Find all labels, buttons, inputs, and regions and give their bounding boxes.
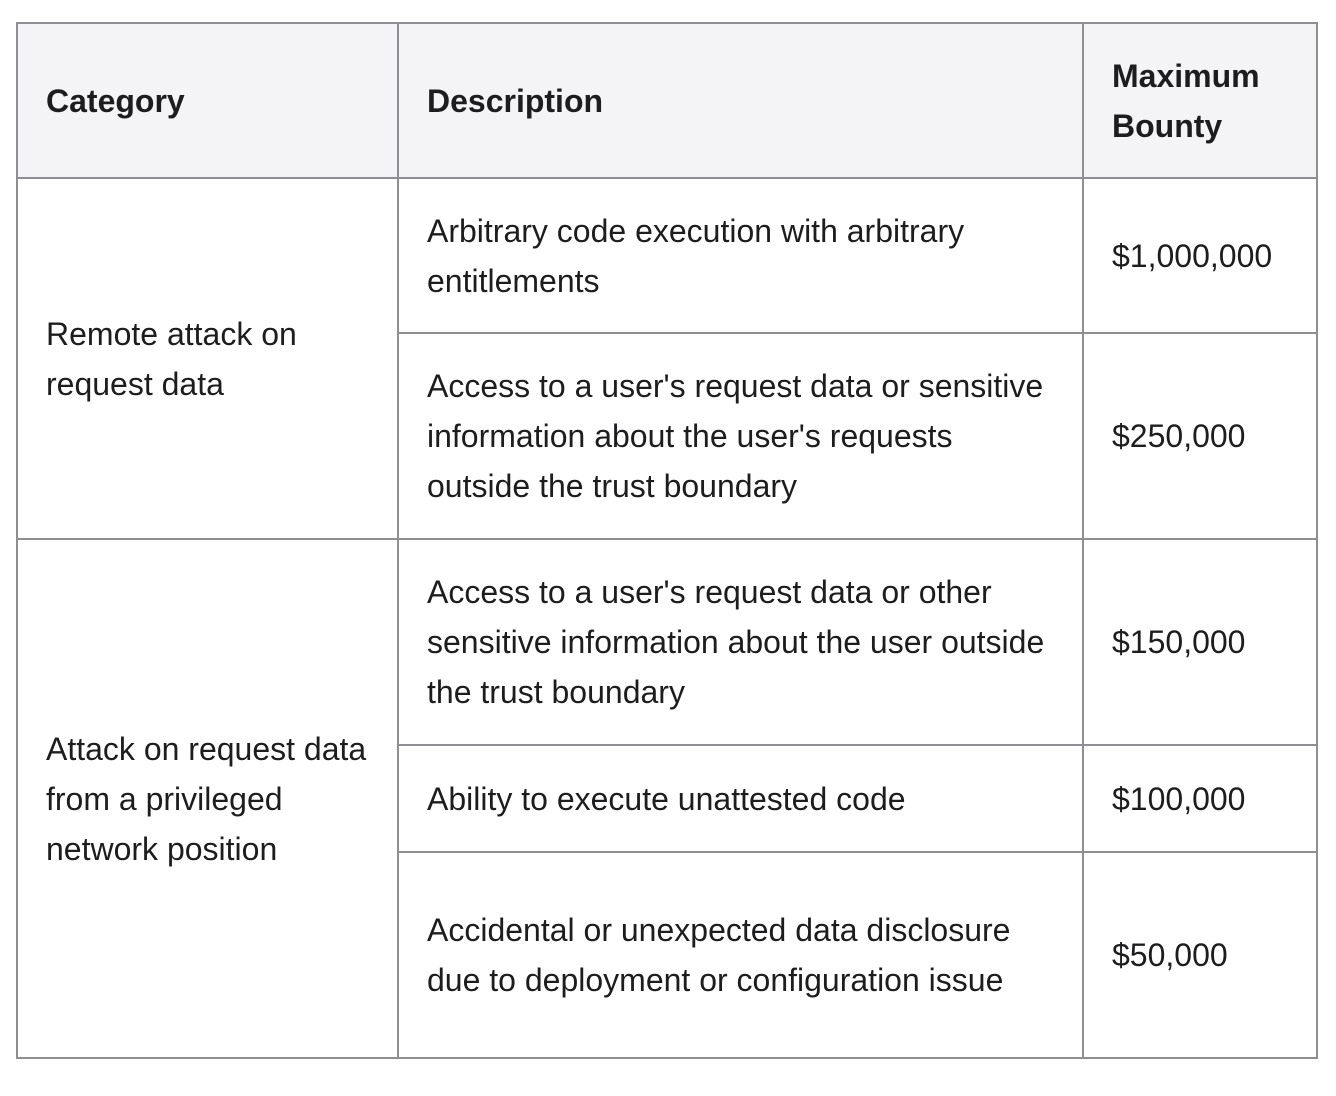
bounty-amount-cell: $150,000 — [1083, 539, 1317, 745]
category-cell-privileged-network: Attack on request data from a privileged network position — [17, 539, 398, 1058]
description-cell: Arbitrary code execution with arbitrary entitlements — [398, 178, 1083, 333]
bounty-table — [16, 22, 1318, 1059]
description-cell: Access to a user's request data or sensitive information about the user's requests outside the trust boundary — [398, 333, 1083, 539]
table-row — [17, 178, 1317, 333]
table-header — [17, 23, 1317, 178]
bounty-table-container — [16, 22, 1318, 1059]
category-cell-remote-attack: Remote attack on request data — [17, 178, 398, 539]
header-description: Description — [398, 23, 1083, 178]
table-row — [17, 539, 1317, 745]
header-maximum-bounty: Maximum Bounty — [1083, 23, 1317, 178]
bounty-amount-cell: $1,000,000 — [1083, 178, 1317, 333]
header-row — [17, 23, 1317, 178]
table-body — [17, 178, 1317, 1058]
description-cell: Access to a user's request data or other sensitive information about the user outside the trust boundary — [398, 539, 1083, 745]
bounty-amount-cell: $50,000 — [1083, 852, 1317, 1058]
bounty-amount-cell: $100,000 — [1083, 745, 1317, 852]
description-cell: Accidental or unexpected data disclosure due to deployment or configuration issue — [398, 852, 1083, 1058]
header-category: Category — [17, 23, 398, 178]
description-cell: Ability to execute unattested code — [398, 745, 1083, 852]
bounty-amount-cell: $250,000 — [1083, 333, 1317, 539]
